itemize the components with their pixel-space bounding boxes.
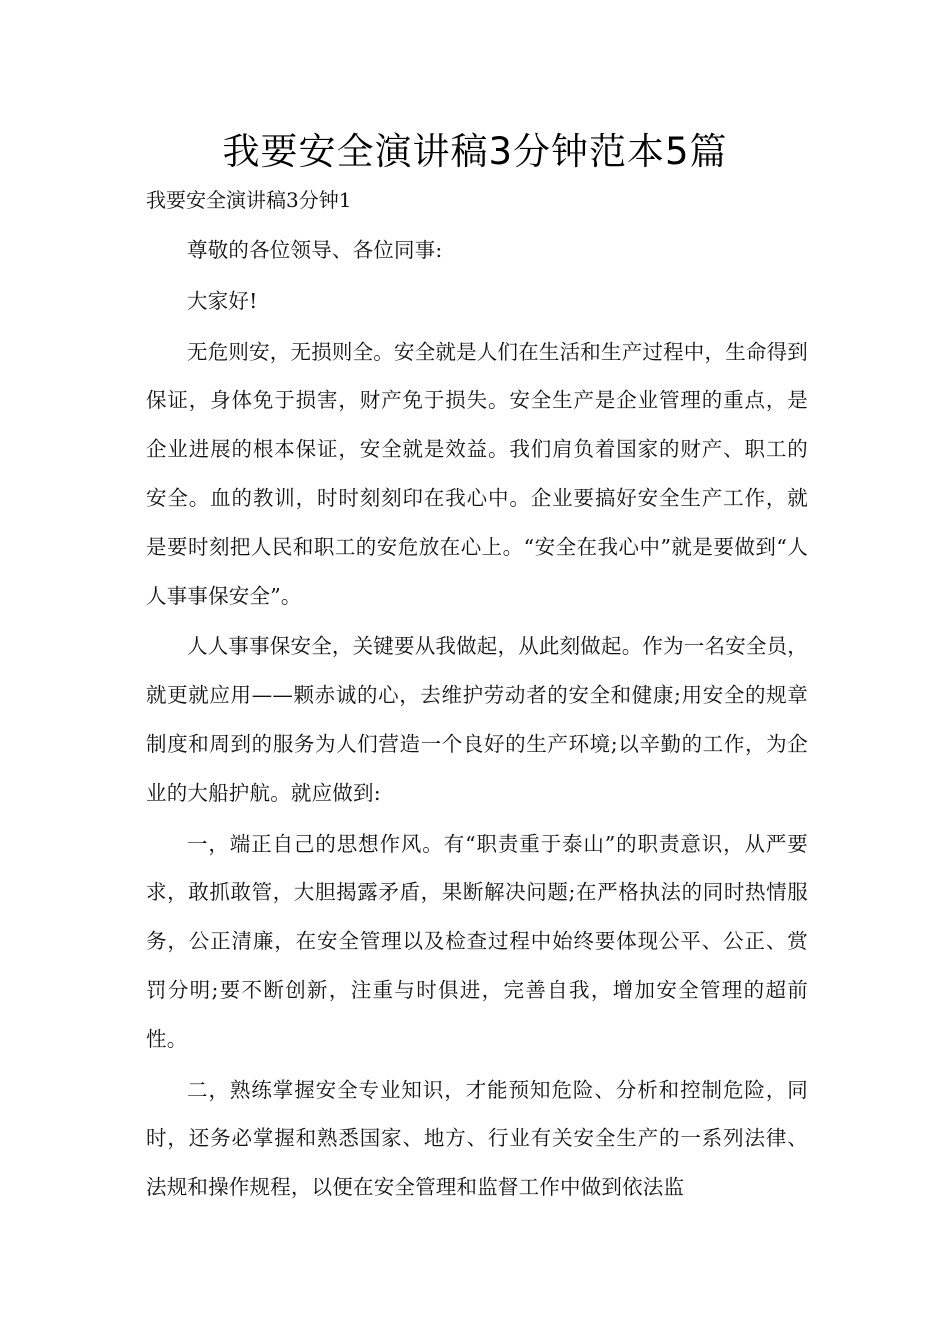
paragraph: 二，熟练掌握安全专业知识，才能预知危险、分析和控制危险，同时，还务必掌握和熟悉国家、地方、行业有关安全生产的一系列法律、法规和操作规程，以便在安全管理和监督工作中做到依法监 xyxy=(146,1077,808,1200)
document-title: 我要安全演讲稿3分钟范本5篇 xyxy=(222,130,728,173)
paragraph: 一，端正自己的思想作风。有“职责重于泰山”的职责意识，从严要求，敢抓敢管，大胆揭露矛盾，果断解决问题;在严格执法的同时热情服务，公正清廉，在安全管理以及检查过程中始终要体现公平、公正、赏罚分明;要不断创新，注重与时俱进，完善自我，增加安全管理的超前性。 xyxy=(146,831,808,1051)
section-heading: 我要安全演讲稿3分钟1 xyxy=(146,188,352,212)
paragraph: 无危则安，无损则全。安全就是人们在生活和生产过程中，生命得到保证，身体免于损害，财产免于损失。安全生产是企业管理的重点，是企业进展的根本保证，安全就是效益。我们肩负着国家的财产、职工的安全。血的教训，时时刻刻印在我心中。企业要搞好安全生产工作，就是要时刻把人民和职工的安危放在心上。“安全在我心中”就是要做到“人人事事保安全”。 xyxy=(146,339,808,608)
salutation: 尊敬的各位领导、各位同事: xyxy=(187,238,443,262)
document-body xyxy=(146,226,808,1214)
greeting: 大家好! xyxy=(187,288,258,313)
paragraph: 人人事事保安全，关键要从我做起，从此刻做起。作为一名安全员，就更就应用——颗赤诚的心，去维护劳动者的安全和健康;用安全的规章制度和周到的服务为人们营造一个良好的生产环境;以辛勤的工作，为企业的大船护航。就应做到: xyxy=(146,634,808,805)
